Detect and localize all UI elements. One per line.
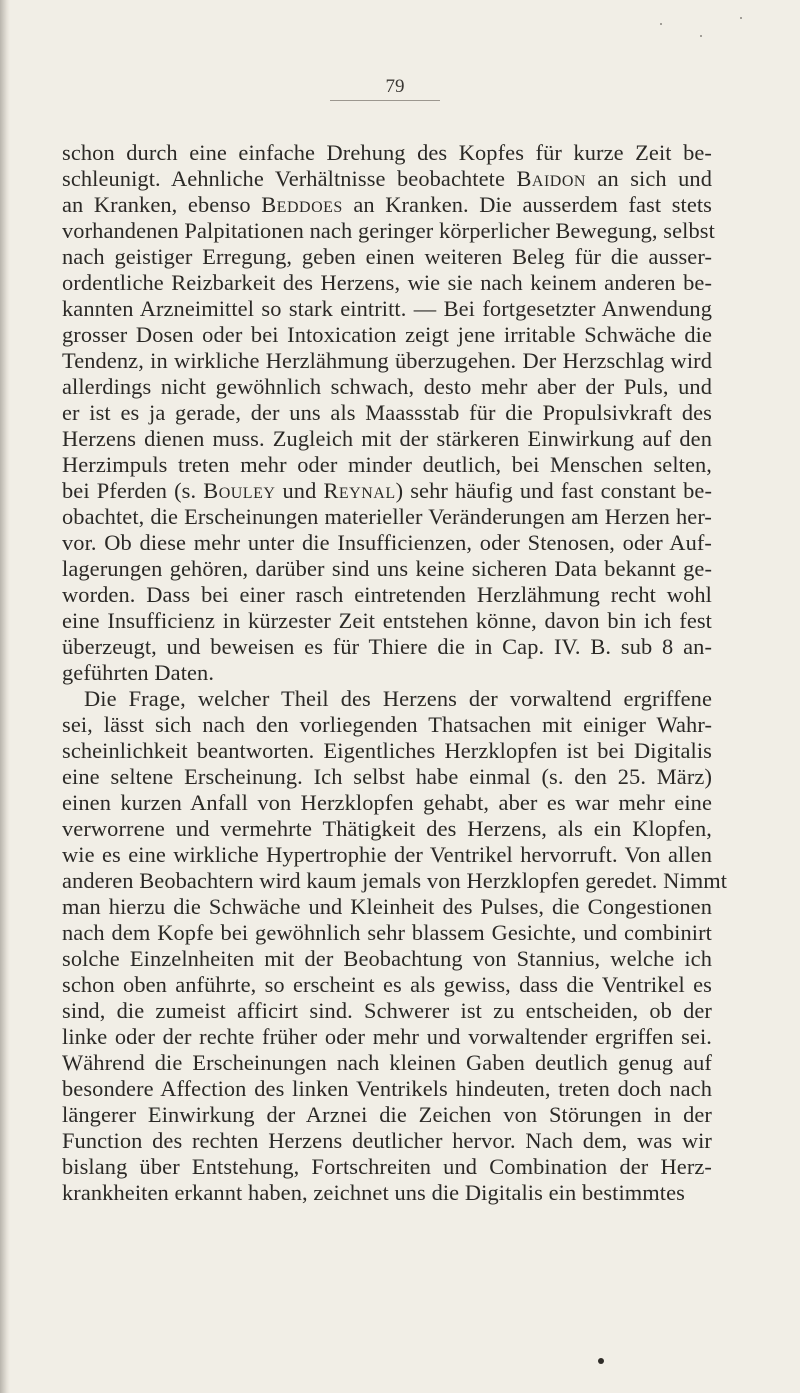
text-line: schon durch eine einfache Drehung des Kopfes für kurze Zeit be- bbox=[62, 140, 712, 165]
page-number: 79 bbox=[385, 76, 405, 97]
text-line: vor. Ob diese mehr unter die Insufficienzen, oder Stenosen, oder Auf- bbox=[62, 530, 712, 555]
text-line: Herzimpuls treten mehr oder minder deutlich, bei Menschen selten, bbox=[62, 452, 712, 477]
paper-specks bbox=[640, 5, 760, 45]
text-line: sind, die zumeist afficirt sind. Schwerer ist zu entscheiden, ob der bbox=[62, 998, 712, 1023]
text-line: linke oder der rechte früher oder mehr und vorwaltender ergriffen sei. bbox=[62, 1024, 712, 1049]
text-line: Während die Erscheinungen nach kleinen Gaben deutlich genug auf bbox=[62, 1050, 712, 1075]
text-line: vorhandenen Palpitationen nach geringer körperlicher Bewegung, selbst bbox=[62, 218, 715, 243]
text-line: allerdings nicht gewöhnlich schwach, desto mehr aber der Puls, und bbox=[62, 374, 712, 399]
author-name: Bouley bbox=[203, 478, 276, 503]
text-line: er ist es ja gerade, der uns als Maassstab für die Propulsivkraft des bbox=[62, 400, 712, 425]
text-line: Die Frage, welcher Theil des Herzens der vorwaltend ergriffene bbox=[84, 686, 712, 711]
text-line: lagerungen gehören, darüber sind uns keine sicheren Data bekannt ge- bbox=[62, 556, 712, 581]
text-line: Herzens dienen muss. Zugleich mit der stärkeren Einwirkung auf den bbox=[62, 426, 712, 451]
text-line: verworrene und vermehrte Thätigkeit des Herzens, als ein Klopfen, bbox=[62, 816, 712, 841]
text-line: wie es eine wirkliche Hypertrophie der Ventrikel hervorruft. Von allen bbox=[62, 842, 712, 867]
text-line: ordentliche Reizbarkeit des Herzens, wie sie nach keinem anderen be- bbox=[62, 270, 712, 295]
text-line: scheinlichkeit beantworten. Eigentliches Herzklopfen ist bei Digitalis bbox=[62, 738, 712, 763]
text-line: solche Einzelnheiten mit der Beobachtung von Stannius, welche ich bbox=[62, 946, 712, 971]
text-line: an Kranken, ebenso Beddoes an Kranken. Die ausserdem fast stets bbox=[62, 192, 712, 217]
author-name: Beddoes bbox=[261, 192, 343, 217]
ink-dot bbox=[598, 1358, 604, 1364]
text-line: nach dem Kopfe bei gewöhnlich sehr blassem Gesichte, und combinirt bbox=[62, 920, 712, 945]
text-line: bislang über Entstehung, Fortschreiten und Combination der Herz- bbox=[62, 1154, 712, 1179]
text-line: schon oben anführte, so erscheint es als gewiss, dass die Ventrikel es bbox=[62, 972, 712, 997]
text-line: worden. Dass bei einer rasch eintretenden Herzlähmung recht wohl bbox=[62, 582, 712, 607]
text-line: krankheiten erkannt haben, zeichnet uns die Digitalis ein bestimmtes bbox=[62, 1180, 685, 1205]
text-line: bei Pferden (s. Bouley und Reynal) sehr häufig und fast constant be- bbox=[62, 478, 713, 503]
text-line: geführten Daten. bbox=[62, 660, 215, 685]
text-line: obachtet, die Erscheinungen materieller Veränderungen am Herzen her- bbox=[62, 504, 712, 529]
text-line: schleunigt. Aehnliche Verhältnisse beobachtete Baidon an sich und bbox=[62, 166, 712, 191]
text-line: besondere Affection des linken Ventrikels hindeuten, treten doch nach bbox=[62, 1076, 712, 1101]
text-line: anderen Beobachtern wird kaum jemals von Herzklopfen geredet. Nimmt bbox=[62, 868, 728, 893]
text-line: Function des rechten Herzens deutlicher hervor. Nach dem, was wir bbox=[62, 1128, 712, 1153]
text-line: längerer Einwirkung der Arznei die Zeichen von Störungen in der bbox=[62, 1102, 712, 1127]
text-line: nach geistiger Erregung, geben einen weiteren Beleg für die ausser- bbox=[62, 244, 712, 269]
text-line: eine Insufficienz in kürzester Zeit entstehen könne, davon bin ich fest bbox=[62, 608, 712, 633]
author-name: Reynal bbox=[323, 478, 396, 503]
text-line: Tendenz, in wirkliche Herzlähmung überzugehen. Der Herzschlag wird bbox=[62, 348, 712, 373]
text-line: sei, lässt sich nach den vorliegenden Thatsachen mit einiger Wahr- bbox=[62, 712, 712, 737]
author-name: Baidon bbox=[516, 166, 586, 191]
header-rule bbox=[330, 100, 440, 101]
text-line: überzeugt, und beweisen es für Thiere die in Cap. IV. B. sub 8 an- bbox=[62, 634, 712, 659]
text-line: eine seltene Erscheinung. Ich selbst habe einmal (s. den 25. März) bbox=[62, 764, 712, 789]
page-gutter-shadow bbox=[0, 0, 10, 1393]
text-line: kannten Arzneimittel so stark eintritt. — Bei fortgesetzter Anwendung bbox=[62, 296, 712, 321]
body-text bbox=[62, 140, 728, 1206]
text-line: man hierzu die Schwäche und Kleinheit des Pulses, die Congestionen bbox=[62, 894, 712, 919]
text-line: einen kurzen Anfall von Herzklopfen gehabt, aber es war mehr eine bbox=[62, 790, 712, 815]
text-line: grosser Dosen oder bei Intoxication zeigt jene irritable Schwäche die bbox=[62, 322, 712, 347]
